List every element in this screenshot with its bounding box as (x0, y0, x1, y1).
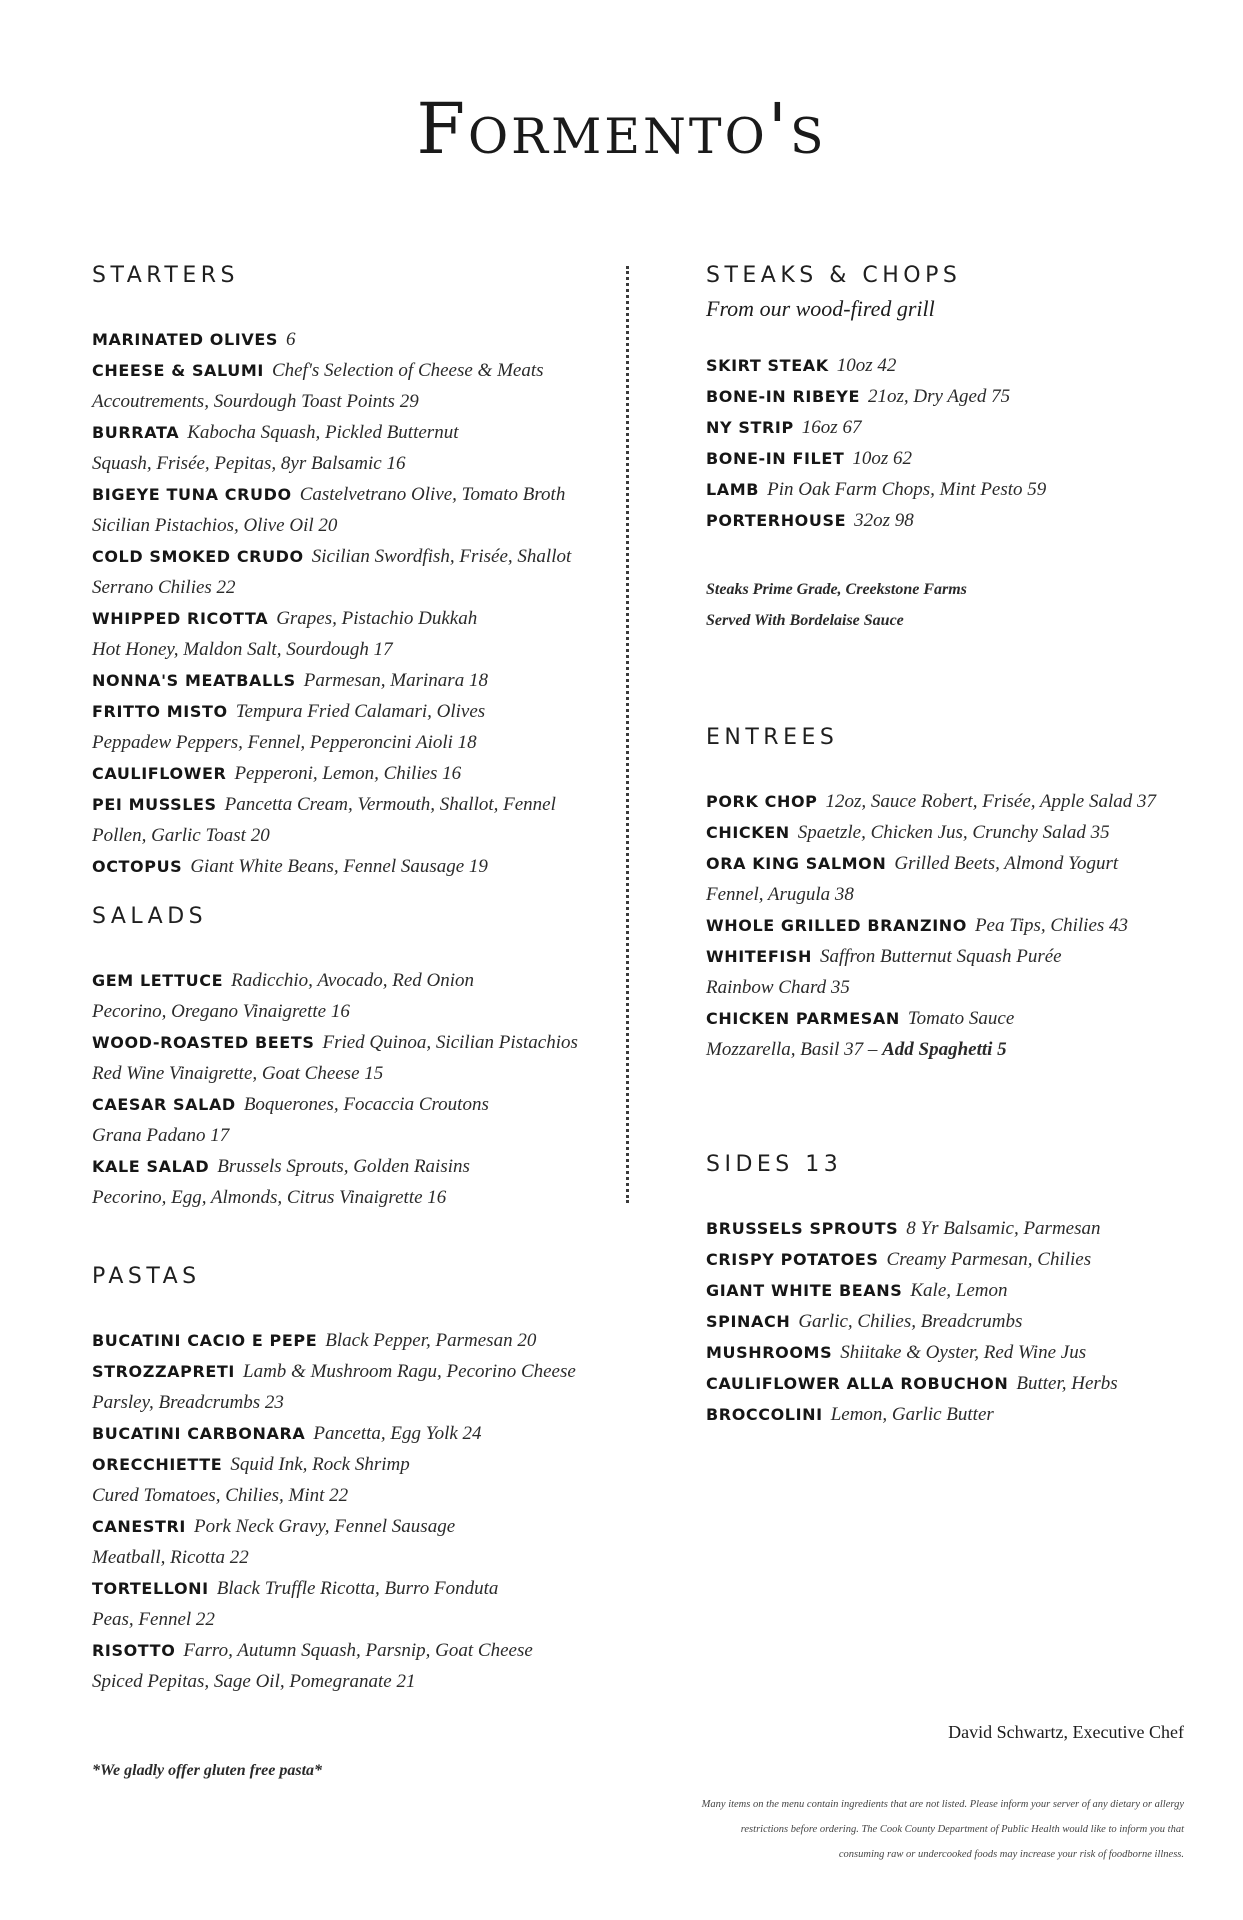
disclaimer-line: Many items on the menu contain ingredients that are not listed. Please inform your server of any dietary or allergy (701, 1799, 1184, 1810)
menu-item-continuation (92, 1120, 612, 1151)
menu-item-continuation (706, 972, 1206, 1003)
menu-item-description: Garlic, Chilies, Breadcrumbs (798, 1311, 1023, 1332)
menu-item (92, 1449, 612, 1480)
menu-item-name: BROCCOLINI (706, 1405, 823, 1424)
menu-item-name: ORECCHIETTE (92, 1455, 223, 1474)
restaurant-name: Formento's (416, 88, 827, 170)
executive-chef: David Schwartz, Executive Chef (948, 1722, 1184, 1742)
menu-item-name: NY STRIP (706, 418, 794, 437)
menu-item-name: KALE SALAD (92, 1157, 210, 1176)
menu-item (92, 1151, 612, 1182)
menu-item-description: Spaetzle, Chicken Jus, Crunchy Salad 35 (797, 822, 1110, 843)
menu-item-description: Red Wine Vinaigrette, Goat Cheese 15 (92, 1063, 384, 1084)
sides-list (706, 1213, 1206, 1430)
menu-item (92, 355, 612, 386)
pastas-section (92, 1263, 612, 1697)
menu-item (92, 1573, 612, 1604)
menu-item-continuation (92, 448, 612, 479)
menu-item-description: Squid Ink, Rock Shrimp (230, 1454, 410, 1475)
menu-item-description: Pollen, Garlic Toast 20 (92, 825, 270, 846)
menu-item-name: WOOD-ROASTED BEETS (92, 1033, 315, 1052)
menu-item (92, 1027, 612, 1058)
sides-heading: SIDES 13 (706, 1152, 843, 1177)
menu-item-name: GIANT WHITE BEANS (706, 1281, 903, 1300)
menu-item-name: SPINACH (706, 1312, 791, 1331)
menu-item-name: BURRATA (92, 423, 180, 442)
menu-item-description: 32oz 98 (854, 510, 914, 531)
menu-item (92, 1356, 612, 1387)
disclaimer-line: consuming raw or undercooked foods may increase your risk of foodborne illness. (838, 1849, 1184, 1860)
menu-item-continuation (92, 386, 612, 417)
menu-item-description: Peppadew Peppers, Fennel, Pepperoncini Aioli 18 (92, 732, 477, 753)
menu-item-continuation (92, 1542, 612, 1573)
menu-item (92, 1635, 612, 1666)
menu-item (706, 505, 1206, 536)
menu-item-continuation (92, 1604, 612, 1635)
menu-item-description: Pea Tips, Chilies 43 (974, 915, 1129, 936)
menu-item-name: CHICKEN PARMESAN (706, 1009, 900, 1028)
menu-item-description: Grilled Beets, Almond Yogurt (894, 853, 1119, 874)
menu-item-name: BUCATINI CACIO E PEPE (92, 1331, 318, 1350)
menu-item-description: Pancetta, Egg Yolk 24 (313, 1423, 482, 1444)
menu-item-name: GEM LETTUCE (92, 971, 224, 990)
left-column (92, 262, 612, 1697)
menu-item-description: 10oz 62 (852, 448, 913, 469)
salads-section (92, 903, 612, 1213)
menu-item-description: Hot Honey, Maldon Salt, Sourdough 17 (92, 639, 393, 660)
menu-item-name: WHITEFISH (706, 947, 813, 966)
menu-item-description: Lamb & Mushroom Ragu, Pecorino Cheese (243, 1361, 576, 1382)
menu-item-description: Peas, Fennel 22 (92, 1609, 215, 1630)
menu-item (706, 350, 1206, 381)
menu-item-name: BIGEYE TUNA CRUDO (92, 485, 292, 504)
menu-item-addon: Add Spaghetti 5 (882, 1039, 1007, 1060)
starters-section (92, 262, 612, 882)
menu-item-name: BONE-IN FILET (706, 449, 845, 468)
menu-item-name: STROZZAPRETI (92, 1362, 235, 1381)
menu-item (706, 941, 1206, 972)
menu-item-description: Squash, Frisée, Pepitas, 8yr Balsamic 16 (92, 453, 406, 474)
menu-item-description: Kabocha Squash, Pickled Butternut (187, 422, 459, 443)
steaks-note-grade: Steaks Prime Grade, Creekstone Farms (706, 581, 967, 598)
health-disclaimer (544, 1792, 1184, 1867)
menu-item-description: Radicchio, Avocado, Red Onion (231, 970, 475, 991)
menu-item-name: PORTERHOUSE (706, 511, 847, 530)
menu-item (92, 324, 612, 355)
menu-item-description: Creamy Parmesan, Chilies (886, 1249, 1092, 1270)
menu-item-name: BUCATINI CARBONARA (92, 1424, 306, 1443)
pastas-heading: PASTAS (92, 1264, 201, 1289)
menu-item-description: Castelvetrano Olive, Tomato Broth (299, 484, 566, 505)
menu-item (92, 665, 612, 696)
menu-item-description: Chef's Selection of Cheese & Meats (271, 360, 544, 381)
menu-item (92, 479, 612, 510)
steaks-notes (706, 574, 1206, 636)
menu-item (92, 541, 612, 572)
menu-item-name: TORTELLONI (92, 1579, 209, 1598)
menu-item (706, 848, 1206, 879)
salads-heading: SALADS (92, 904, 208, 929)
menu-item-name: SKIRT STEAK (706, 356, 829, 375)
menu-item-description: Butter, Herbs (1016, 1373, 1118, 1394)
menu-item-name: CANESTRI (92, 1517, 186, 1536)
menu-item-continuation (706, 1034, 1206, 1065)
menu-item-description: Grapes, Pistachio Dukkah (276, 608, 478, 629)
menu-item-description: Black Pepper, Parmesan 20 (325, 1330, 537, 1351)
menu-item-description: Sicilian Pistachios, Olive Oil 20 (92, 515, 338, 536)
menu-item-name: PEI MUSSLES (92, 795, 217, 814)
menu-item-continuation (706, 879, 1206, 910)
menu-item-name: OCTOPUS (92, 857, 183, 876)
menu-item-description: Mozzarella, Basil 37 – (706, 1039, 883, 1060)
menu-item-name: BONE-IN RIBEYE (706, 387, 860, 406)
menu-item-description: Rainbow Chard 35 (706, 977, 850, 998)
menu-item-description: Pin Oak Farm Chops, Mint Pesto 59 (767, 479, 1047, 500)
menu-item (92, 1325, 612, 1356)
pastas-list (92, 1325, 612, 1697)
menu-item-continuation (92, 634, 612, 665)
menu-item (706, 1368, 1206, 1399)
menu-item (706, 1275, 1206, 1306)
menu-item-description: Serrano Chilies 22 (92, 577, 236, 598)
menu-item-description: Accoutrements, Sourdough Toast Points 29 (92, 391, 419, 412)
menu-item-name: CAULIFLOWER ALLA ROBUCHON (706, 1374, 1009, 1393)
menu-item-name: ORA KING SALMON (706, 854, 887, 873)
menu-item-description: Tomato Sauce (907, 1008, 1015, 1029)
menu-item-description: Kale, Lemon (910, 1280, 1008, 1301)
menu-item-description: Pecorino, Egg, Almonds, Citrus Vinaigrette 16 (92, 1187, 447, 1208)
menu-item-description: 21oz, Dry Aged 75 (868, 386, 1011, 407)
steaks-note-sauce: Served With Bordelaise Sauce (706, 612, 904, 629)
menu-item-description: 16oz 67 (801, 417, 862, 438)
menu-item-continuation (92, 1182, 612, 1213)
menu-item-description: 12oz, Sauce Robert, Frisée, Apple Salad 37 (825, 791, 1156, 812)
menu-item-description: Sicilian Swordfish, Frisée, Shallot (311, 546, 572, 567)
menu-item (706, 817, 1206, 848)
menu-item-continuation (92, 1058, 612, 1089)
menu-item-name: BRUSSELS SPROUTS (706, 1219, 899, 1238)
menu-item (92, 851, 612, 882)
menu-item-description: Fennel, Arugula 38 (706, 884, 854, 905)
menu-item-description: Pecorino, Oregano Vinaigrette 16 (92, 1001, 350, 1022)
sides-section (706, 1151, 1206, 1430)
steaks-heading: STEAKS & CHOPS (706, 263, 962, 288)
menu-item-description: Brussels Sprouts, Golden Raisins (217, 1156, 470, 1177)
starters-heading: STARTERS (92, 263, 240, 288)
menu-item-description: Giant White Beans, Fennel Sausage 19 (190, 856, 488, 877)
menu-item (92, 603, 612, 634)
menu-item-name: CHEESE & SALUMI (92, 361, 264, 380)
menu-item-continuation (92, 1387, 612, 1418)
menu-item-description: Spiced Pepitas, Sage Oil, Pomegranate 21 (92, 1671, 416, 1692)
menu-item (706, 381, 1206, 412)
menu-item (92, 696, 612, 727)
menu-item-name: WHOLE GRILLED BRANZINO (706, 916, 967, 935)
menu-item-description: 8 Yr Balsamic, Parmesan (906, 1218, 1101, 1239)
menu-item-name: CHICKEN (706, 823, 790, 842)
menu-item-description: Parmesan, Marinara 18 (303, 670, 488, 691)
menu-item-continuation (92, 996, 612, 1027)
menu-item-description: Meatball, Ricotta 22 (92, 1547, 249, 1568)
menu-item (706, 474, 1206, 505)
steaks-section (706, 262, 1206, 636)
menu-item (92, 789, 612, 820)
menu-item-continuation (92, 510, 612, 541)
menu-item-description: Pancetta Cream, Vermouth, Shallot, Fennel (224, 794, 556, 815)
menu-item-name: LAMB (706, 480, 760, 499)
menu-item (92, 1418, 612, 1449)
menu-item (92, 965, 612, 996)
menu-item (706, 1244, 1206, 1275)
entrees-list (706, 786, 1206, 1065)
menu-item (92, 758, 612, 789)
entrees-heading: ENTREES (706, 725, 839, 750)
steaks-list (706, 350, 1206, 536)
menu-item-name: CAESAR SALAD (92, 1095, 236, 1114)
menu-item-name: FRITTO MISTO (92, 702, 228, 721)
menu-item-description: Black Truffle Ricotta, Burro Fonduta (216, 1578, 499, 1599)
menu-item-description: Saffron Butternut Squash Purée (820, 946, 1062, 967)
menu-item-description: Fried Quinoa, Sicilian Pistachios (322, 1032, 578, 1053)
menu-item (706, 412, 1206, 443)
menu-item-description: Pork Neck Gravy, Fennel Sausage (193, 1516, 456, 1537)
menu-item-description: Pepperoni, Lemon, Chilies 16 (234, 763, 462, 784)
menu-item-description: Farro, Autumn Squash, Parsnip, Goat Cheese (183, 1640, 533, 1661)
menu-item (706, 786, 1206, 817)
column-divider (626, 266, 629, 1203)
menu-item-name: PORK CHOP (706, 792, 818, 811)
menu-item-name: NONNA'S MEATBALLS (92, 671, 296, 690)
disclaimer-line: restrictions before ordering. The Cook County Department of Public Health would like to inform you that (740, 1824, 1184, 1835)
menu-item (706, 1399, 1206, 1430)
menu-item-description: Tempura Fried Calamari, Olives (235, 701, 486, 722)
right-column (706, 262, 1206, 1430)
menu-item-description: Shiitake & Oyster, Red Wine Jus (840, 1342, 1087, 1363)
menu-item-name: CAULIFLOWER (92, 764, 227, 783)
menu-item-name: MARINATED OLIVES (92, 330, 278, 349)
menu-item-description: 10oz 42 (836, 355, 897, 376)
menu-item-description: 6 (286, 329, 296, 350)
menu-item (92, 1511, 612, 1542)
gluten-free-note: *We gladly offer gluten free pasta* (92, 1762, 323, 1779)
menu-item-name: RISOTTO (92, 1641, 176, 1660)
menu-item-continuation (92, 727, 612, 758)
menu-item-description: Lemon, Garlic Butter (830, 1404, 994, 1425)
starters-list (92, 324, 612, 882)
menu-item (706, 443, 1206, 474)
menu-item-continuation (92, 1480, 612, 1511)
menu-item-name: COLD SMOKED CRUDO (92, 547, 304, 566)
menu-item (706, 1337, 1206, 1368)
menu-item (92, 417, 612, 448)
menu-item-continuation (92, 1666, 612, 1697)
menu-item (706, 1213, 1206, 1244)
menu-item-name: MUSHROOMS (706, 1343, 833, 1362)
steaks-subheading: From our wood-fired grill (706, 296, 935, 321)
menu-item-name: CRISPY POTATOES (706, 1250, 879, 1269)
menu-item (706, 1306, 1206, 1337)
menu-item-description: Parsley, Breadcrumbs 23 (92, 1392, 284, 1413)
entrees-section (706, 724, 1206, 1065)
salads-list (92, 965, 612, 1213)
menu-item (706, 1003, 1206, 1034)
menu-item-description: Grana Padano 17 (92, 1125, 230, 1146)
menu-item-description: Cured Tomatoes, Chilies, Mint 22 (92, 1485, 349, 1506)
menu-item-name: WHIPPED RICOTTA (92, 609, 269, 628)
menu-item (92, 1089, 612, 1120)
menu-item-continuation (92, 820, 612, 851)
menu-item (706, 910, 1206, 941)
menu-item-continuation (92, 572, 612, 603)
menu-item-description: Boquerones, Focaccia Croutons (243, 1094, 489, 1115)
